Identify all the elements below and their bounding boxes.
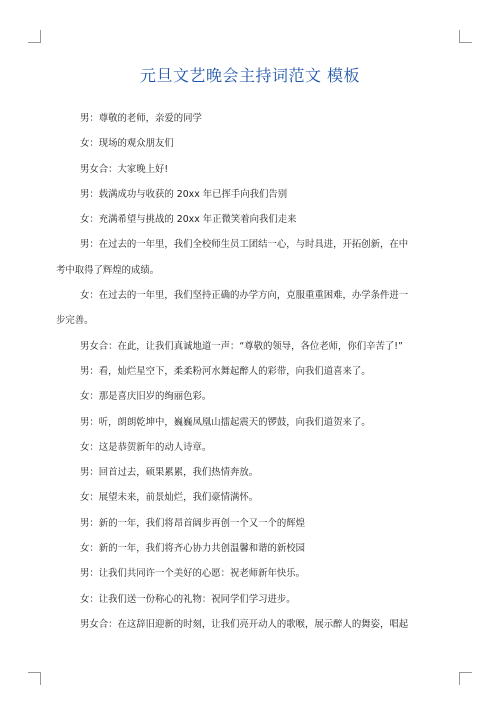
crop-mark-top-right (459, 30, 472, 43)
document-body (56, 106, 448, 637)
body-line: 男：让我们共同许一个美好的心愿：祝老师新年快乐。 (80, 568, 306, 580)
body-line: 男女合：在这辞旧迎新的时刻，让我们亮开动人的歌喉，展示醉人的舞姿，唱起 (80, 618, 409, 630)
crop-mark-top-left (28, 30, 41, 43)
document-title: 元旦文艺晚会主持词范文 模板 (139, 66, 361, 85)
body-line: 男女合：在此，让我们真诚地道一声：“尊敬的领导，各位老师，你们辛苦了!” (80, 340, 403, 352)
body-line: 男：新的一年，我们将昂首阔步再创一个又一个的辉煌 (80, 517, 306, 529)
body-line: 女：新的一年，我们将齐心协力共创温馨和谐的新校园 (80, 543, 306, 555)
crop-mark-bottom-left (28, 672, 41, 685)
body-line: 女：充满希望与挑战的 20xx 年正微笑着向我们走来 (80, 214, 297, 226)
body-line: 步完善。 (56, 315, 94, 327)
body-line: 男：看，灿烂星空下，柔柔粉河水舞起醉人的彩带，向我们道喜来了。 (80, 365, 371, 377)
body-line: 男：在过去的一年里，我们全校师生员工团结一心，与时具进，开拓创新，在中 (80, 239, 409, 251)
body-line: 男女合：大家晚上好! (80, 163, 169, 175)
body-line: 女：展望未来，前景灿烂，我们豪情满怀。 (80, 492, 259, 504)
body-line: 女：那是喜庆旧岁的绚丽色彩。 (80, 391, 212, 403)
body-line: 女：现场的观众朋友们 (80, 138, 174, 150)
body-line: 男：听，朗朗乾坤中，巍巍凤凰山擂起震天的锣鼓，向我们道贺来了。 (80, 416, 371, 428)
body-line: 女：这是恭贺新年的动人诗章。 (80, 441, 212, 453)
body-line: 女：让我们送一份称心的礼物：祝同学们学习进步。 (80, 593, 296, 605)
body-line: 男：回首过去，硕果累累，我们热情奔放。 (80, 467, 259, 479)
crop-mark-bottom-right (459, 672, 472, 685)
body-line: 男：尊敬的老师，亲爱的同学 (80, 113, 202, 124)
body-line: 考中取得了辉煌的成绩。 (56, 264, 160, 276)
body-line: 男：载满成功与收获的 20xx 年已挥手向我们告别 (80, 188, 288, 200)
body-line: 女：在过去的一年里，我们坚持正确的办学方向，克服重重困难，办学条件进一 (80, 290, 409, 302)
